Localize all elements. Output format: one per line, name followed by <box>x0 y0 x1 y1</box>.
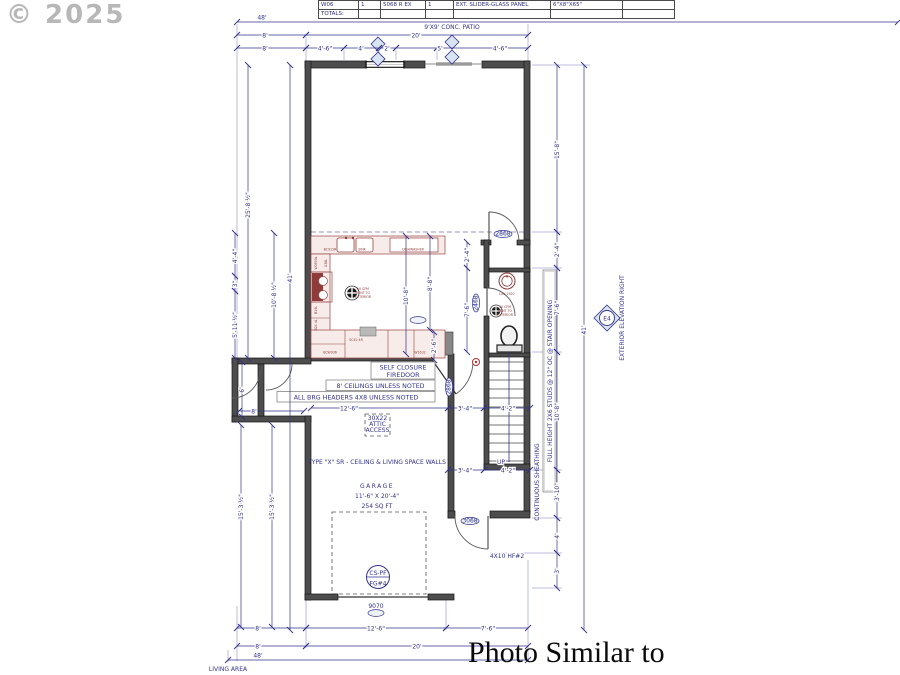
vent-note: 50 CFM <box>499 305 511 309</box>
window-tag-icon <box>371 37 385 51</box>
dim-label: 7'-6" <box>464 302 471 318</box>
dim-label: 10'-8" <box>403 286 410 306</box>
cabinet-label: BCW936 <box>323 350 337 355</box>
vent-note: EXTERIOR <box>355 295 371 299</box>
dim-label: 3" <box>232 280 239 288</box>
cabinet-label: W1632 <box>414 350 426 355</box>
door-tag-icon <box>445 35 459 49</box>
garage-room-label: GARAGE <box>359 483 395 490</box>
kitchen-sink-basin-left <box>337 238 354 252</box>
window-assembly <box>366 61 404 69</box>
left-exterior-wall <box>305 61 311 359</box>
elevation-right-label: EXTERIOR ELEVATION RIGHT <box>619 275 626 361</box>
living-area-label: LIVING AREA <box>208 666 248 673</box>
dim-label: 6' <box>239 387 246 393</box>
opening-tag <box>410 317 426 324</box>
dim-label: 4'-2" <box>500 467 516 475</box>
cabinet-label: B15L <box>314 305 318 315</box>
dim-label: 8' <box>262 45 268 53</box>
dim-label: 4'-6" <box>492 45 508 53</box>
range-burner-icon <box>319 277 328 286</box>
faucet-icon <box>345 237 347 239</box>
schedule-cell: W06 <box>319 1 359 10</box>
kitchen <box>311 236 445 358</box>
dim-label: 2' <box>384 45 390 53</box>
dim-label: 2'-4" <box>464 247 471 263</box>
schedule-cell: 1 <box>359 1 381 10</box>
door-size-label: 2868 <box>445 379 453 395</box>
dim-label: 5'-11 ½" <box>232 312 239 338</box>
dim-label: 10'-8" <box>554 402 561 422</box>
dim-label: 15'-3 ½" <box>238 494 245 520</box>
dim-label: 12'-6" <box>339 405 359 413</box>
range-burner-icon <box>319 291 328 300</box>
dim-label: 8' <box>262 32 268 40</box>
note-ceilings: 8' CEILINGS UNLESS NOTED <box>336 383 425 390</box>
dim-label: 4'-4" <box>232 248 239 264</box>
dim-label: 3'-4" <box>457 467 473 475</box>
vent-note: VENT TO <box>356 291 370 295</box>
e4-label: E4 <box>603 315 611 323</box>
copyright-watermark: © 2025 <box>6 0 126 30</box>
vent-note: EXTERIOR <box>497 313 513 317</box>
door-tag-icon <box>445 50 459 64</box>
toilet-icon <box>501 326 517 346</box>
garage-area-label: 254 SQ FT <box>361 503 393 510</box>
right-exterior-wall <box>524 61 530 513</box>
lavatory-label: LAV 1920 <box>499 292 515 296</box>
attic-access-label: ACCESS <box>365 427 390 434</box>
dim-label: 3'-4" <box>457 405 473 413</box>
cabinet-label: W0930L <box>314 256 318 270</box>
dim-label: 15'-8" <box>554 140 561 160</box>
door-size-label: 2468 <box>472 295 480 311</box>
dim-label: 8' <box>255 643 261 651</box>
dim-label: 8'-8" <box>427 276 434 292</box>
porch-door-swing-right <box>266 364 292 390</box>
attic-access-label: 30X22 <box>367 415 388 422</box>
dim-label: 8' <box>251 408 257 416</box>
dim-label: 20' <box>412 643 422 651</box>
garage-door-size-label: 9070 <box>368 603 384 610</box>
dim-label: 2'-4" <box>554 242 561 258</box>
dim-label: 7'-6" <box>554 300 561 316</box>
vent-note: VENT TO <box>498 309 512 313</box>
dim-label: 4'-2" <box>500 405 516 413</box>
cabinet-label: SC42 4R <box>349 338 363 342</box>
entry-porch-wall <box>232 358 311 364</box>
photo-similar-caption: Photo Similar to <box>468 636 665 669</box>
dishwasher-label: DISHWASHER <box>402 247 424 252</box>
dim-label: 41' <box>581 325 588 335</box>
dim-label: 20' <box>411 32 421 40</box>
schedule-cell: 1 <box>426 1 454 10</box>
dim-label: 48' <box>257 14 267 22</box>
dim-label: 3' <box>554 568 561 574</box>
schedule-cell: TOTALS: <box>319 10 359 19</box>
dashed-lines <box>311 232 528 594</box>
cabinet-label: U36L <box>324 258 328 268</box>
schedule-cell: 6"X8"X65" <box>551 1 623 10</box>
dim-label: 12'-6" <box>366 625 386 633</box>
room-labels <box>355 483 399 510</box>
note-firedoor: FIREDOOR <box>386 372 420 379</box>
dim-label: 5' <box>437 45 443 53</box>
up-label: UP <box>496 459 506 466</box>
patio-label: 9'X9' CONC. PATIO <box>424 24 480 31</box>
dim-label: 15'-3 ½" <box>269 494 276 520</box>
door-size-label: 2868 <box>495 230 511 238</box>
dim-label: 7'-6" <box>480 625 496 633</box>
cooktop-appliance <box>360 327 376 336</box>
dim-label: 4' <box>358 45 364 53</box>
dim-label: 3'-10" <box>554 482 561 502</box>
dim-label: 4'-6" <box>317 45 333 53</box>
door-size-label: 3068 <box>462 517 478 525</box>
schedule-cell: EXT. SLIDER-GLASS PANEL <box>454 1 551 10</box>
attic-access-label: ATTIC <box>369 421 386 428</box>
full-height-note: FULL HEIGHT 2X6 STUDS @ 12" OC @ STAIR OPENING <box>547 299 554 463</box>
continuous-sheathing-note: CONTINUOUS SHEATHING <box>534 443 541 521</box>
fg4-label: FG#4 <box>369 580 387 588</box>
sink-label: SINK <box>358 247 366 252</box>
faucet-icon <box>352 237 354 239</box>
garage-left-wall <box>305 416 311 600</box>
dim-label: 41' <box>287 273 294 283</box>
dim-label: 8' <box>255 625 261 633</box>
type-x-note: TYPE "X" SR - CEILING & LIVING SPACE WALLS <box>308 459 446 466</box>
schedule-cell: 5068 R EX <box>381 1 426 10</box>
cabinet-label: BC912R <box>323 247 337 252</box>
toilet-tank <box>497 345 522 352</box>
note-self-closure: SELF CLOSURE <box>379 364 427 372</box>
garage-size-label: 11'-6" X 20'-4" <box>355 493 399 500</box>
door-tag-garage <box>368 610 384 617</box>
dim-label: 2'-6" <box>431 338 438 354</box>
fire-door-swing <box>456 361 473 394</box>
note-headers: ALL BRG HEADERS 4X8 UNLESS NOTED <box>293 394 419 402</box>
dim-label: 4' <box>554 533 561 539</box>
dim-label: 25'-8 ½" <box>245 192 252 218</box>
vent-note: 50 CFM <box>357 287 369 291</box>
dim-label: 48' <box>253 652 263 660</box>
dim-label: 10'-8 ½" <box>271 282 278 308</box>
cabinet-label: B24 4L <box>314 319 318 331</box>
cspf-label: CS-PF <box>369 570 387 577</box>
header-note: 4X10 HF#2 <box>489 553 525 560</box>
